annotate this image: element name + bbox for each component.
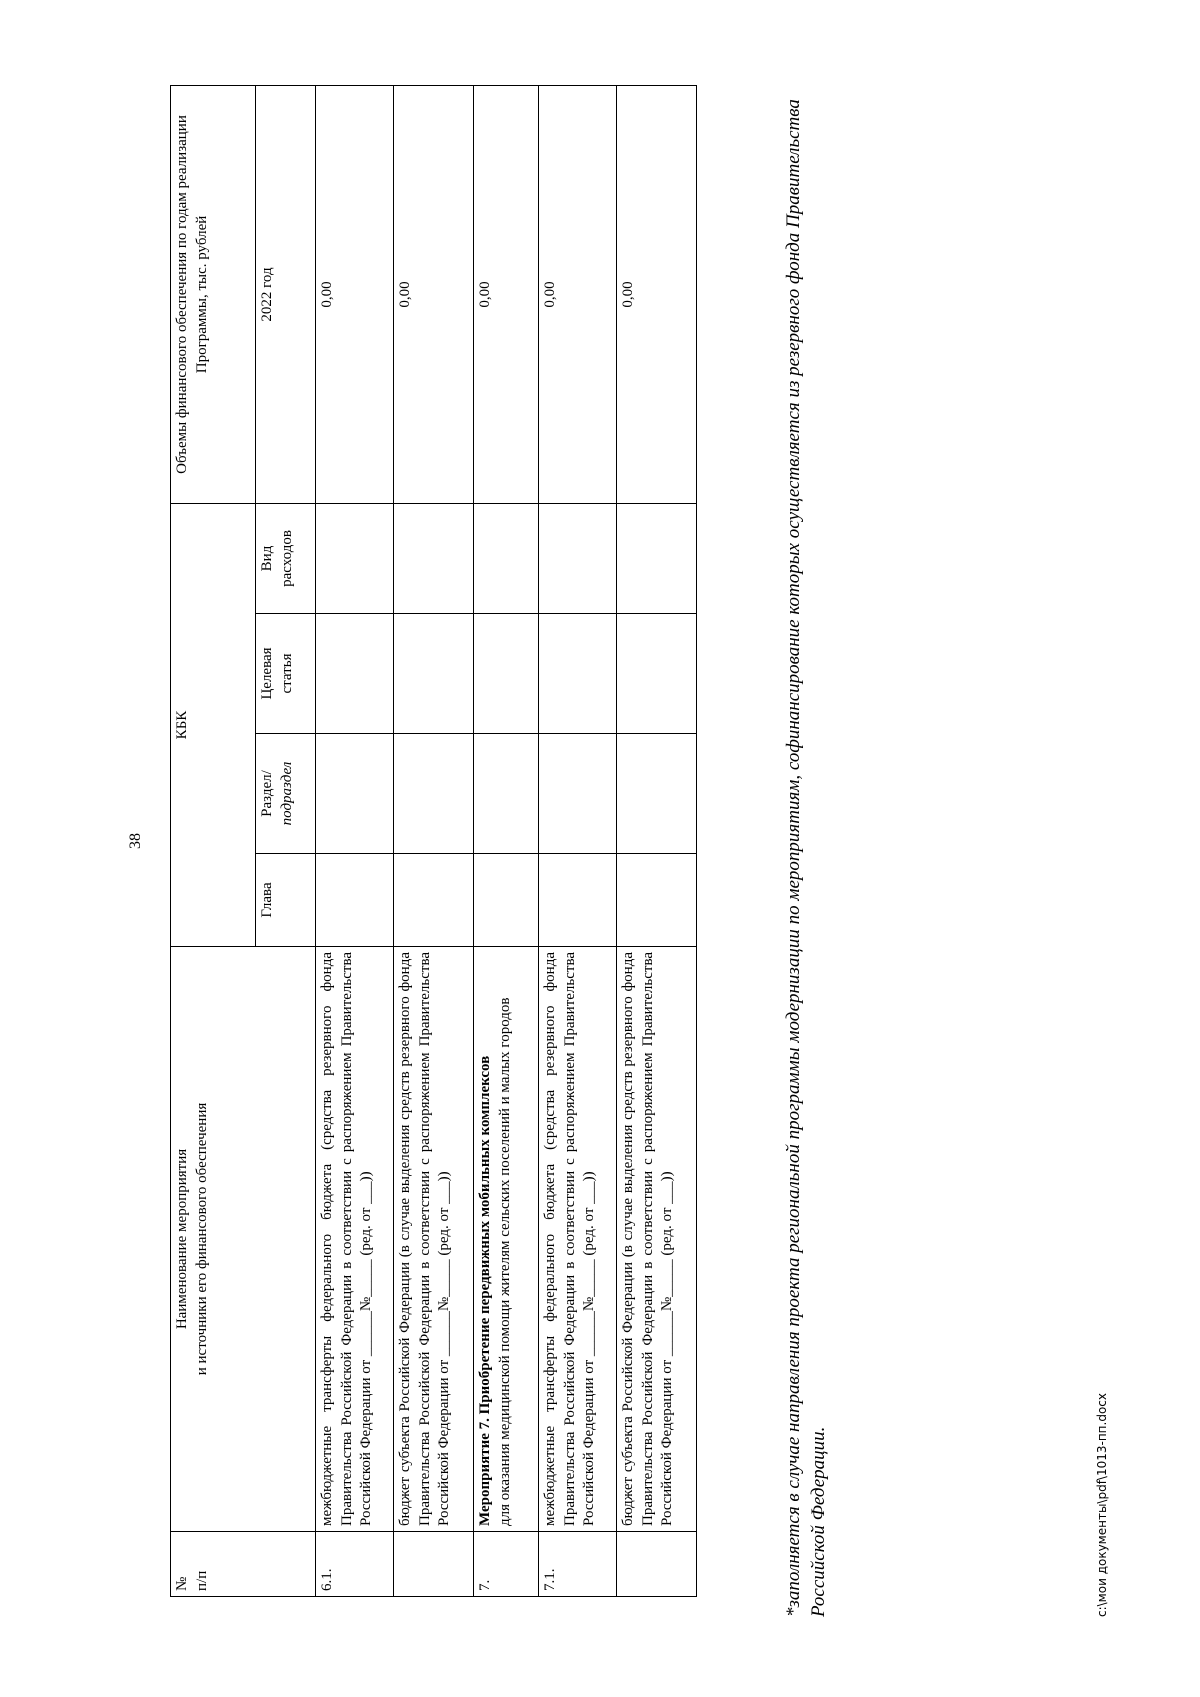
header-vid: Вид расходов bbox=[256, 504, 316, 614]
row-num bbox=[617, 1532, 697, 1597]
row-value: 0,00 bbox=[539, 86, 617, 504]
cell-glava bbox=[474, 854, 539, 947]
footnote: *заполняется в случае направления проекта региональной программы модернизации по мероприятиям, софинансирование которых осуществляется из резервного фонда Правительства Российской Федерации. bbox=[783, 99, 829, 1617]
cell-vid bbox=[539, 504, 617, 614]
cell-vid bbox=[474, 504, 539, 614]
cell-tselevaya bbox=[474, 614, 539, 734]
row-num: 7.1. bbox=[539, 1532, 617, 1597]
cell-tselevaya bbox=[394, 614, 474, 734]
cell-razdel bbox=[617, 734, 697, 854]
cell-razdel bbox=[316, 734, 394, 854]
header-num: № п/п bbox=[171, 1532, 316, 1597]
row-num: 6.1. bbox=[316, 1532, 394, 1597]
cell-glava bbox=[394, 854, 474, 947]
cell-vid bbox=[394, 504, 474, 614]
row-text: бюджет субъекта Российской Федерации (в случае выделения средств резервного фонда Правительства Российской Федерации в соответствии с распоряжением Правительства Российской Федерации от ______№_____ (ред. от ___)) bbox=[617, 947, 697, 1532]
header-tselevaya: Целевая статья bbox=[256, 614, 316, 734]
measure-description: для оказания медицинской помощи жителям сельских поселений и малых городов bbox=[496, 997, 513, 1526]
header-podrazdel-line: подраздел bbox=[278, 761, 295, 826]
cell-razdel bbox=[394, 734, 474, 854]
header-razdel bbox=[256, 734, 316, 854]
header-year: 2022 год bbox=[256, 86, 316, 504]
row-value: 0,00 bbox=[617, 86, 697, 504]
table-row bbox=[394, 86, 474, 1597]
row-num bbox=[394, 1532, 474, 1597]
cell-vid bbox=[617, 504, 697, 614]
table-row bbox=[316, 86, 394, 1597]
header-kbk: КБК bbox=[171, 504, 256, 947]
cell-tselevaya bbox=[617, 614, 697, 734]
cell-glava bbox=[539, 854, 617, 947]
row-value: 0,00 bbox=[394, 86, 474, 504]
table-row bbox=[617, 86, 697, 1597]
header-name: Наименование мероприятия и источники его финансового обеспечения bbox=[171, 947, 316, 1532]
financing-table bbox=[170, 85, 697, 1597]
cell-razdel bbox=[539, 734, 617, 854]
cell-vid bbox=[316, 504, 394, 614]
cell-glava bbox=[316, 854, 394, 947]
measure-title: Мероприятие 7. Приобретение передвижных мобильных комплексов bbox=[477, 1055, 493, 1526]
row-text bbox=[474, 947, 539, 1532]
cell-tselevaya bbox=[539, 614, 617, 734]
row-value: 0,00 bbox=[316, 86, 394, 504]
header-glava: Глава bbox=[256, 854, 316, 947]
cell-glava bbox=[617, 854, 697, 947]
table-row bbox=[474, 86, 539, 1597]
header-volumes: Объемы финансового обеспечения по годам реализации Программы, тыс. рублей bbox=[171, 86, 256, 504]
row-value: 0,00 bbox=[474, 86, 539, 504]
file-path: c:\мои документы\pdf\1013-пп.docx bbox=[1095, 1392, 1109, 1617]
row-text: бюджет субъекта Российской Федерации (в случае выделения средств резервного фонда Правительства Российской Федерации в соответствии с распоряжением Правительства Российской Федерации от ______№_____ (ред. от ___)) bbox=[394, 947, 474, 1532]
row-text: межбюджетные трансферты федерального бюджета (средства резервного фонда Правительства Российской Федерации в соответствии с распоряжением Правительства Российской Федерации от ______№_____ (ред. от ___)) bbox=[539, 947, 617, 1532]
table-row bbox=[539, 86, 617, 1597]
row-num: 7. bbox=[474, 1532, 539, 1597]
header-razdel-line: Раздел/ bbox=[259, 770, 275, 817]
cell-razdel bbox=[474, 734, 539, 854]
row-text: межбюджетные трансферты федерального бюджета (средства резервного фонда Правительства Российской Федерации в соответствии с распоряжением Правительства Российской Федерации от ______№_____ (ред. от ___)) bbox=[316, 947, 394, 1532]
cell-tselevaya bbox=[316, 614, 394, 734]
page-number: 38 bbox=[127, 833, 144, 849]
